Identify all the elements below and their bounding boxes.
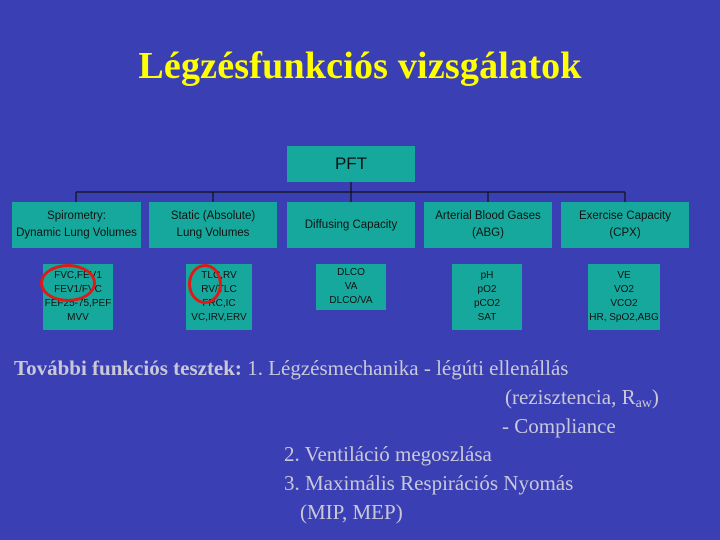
category-exercise-capacity (561, 202, 689, 248)
root-node-label: PFT (334, 154, 368, 173)
subitem: pO2 (477, 284, 497, 295)
category-label-line1: Exercise Capacity (578, 210, 672, 222)
category-diffusing-capacity (287, 202, 415, 248)
category-label-line2: Dynamic Lung Volumes (16, 227, 137, 239)
subitem: TLC,RV (201, 270, 237, 281)
resistance-close: ) (651, 385, 659, 409)
category-arterial-blood-gases (424, 202, 552, 248)
highlight-circle-fvc (40, 264, 96, 302)
category-static-lung-volumes (149, 202, 277, 248)
category-label-line2: (ABG) (472, 227, 504, 239)
subitem: DLCO (337, 267, 365, 278)
category-label-line2: Lung Volumes (176, 227, 250, 239)
more-tests-item3b: (MIP, MEP) (300, 500, 403, 524)
subitem: HR, SpO2,ABG (589, 312, 659, 323)
subitem: MVV (67, 312, 89, 323)
category-spirometry (12, 202, 141, 248)
subitem: FEF25-75,PEF (44, 298, 112, 309)
subitem: VO2 (613, 284, 634, 295)
category-label-line1: Arterial Blood Gases (435, 210, 541, 222)
subitems-diffusing-capacity (316, 264, 386, 310)
subitem: FRC,IC (202, 298, 236, 309)
subitem: pH (480, 270, 494, 281)
more-tests-line1 (14, 356, 568, 381)
subitem: FVC,FEV1 (54, 270, 102, 281)
raw-subscript: aw (635, 396, 652, 411)
more-tests-item1: 1. Légzésmechanika - légúti ellenállás (247, 356, 569, 380)
subitems-arterial-blood-gases (452, 264, 522, 330)
slide-title: Légzésfunkciós vizsgálatok (138, 45, 582, 87)
subitem: pCO2 (473, 298, 501, 309)
more-tests-item1c: - Compliance (502, 414, 616, 438)
category-label-line1: Diffusing Capacity (304, 218, 398, 231)
subitem: FEV1/FVC (54, 284, 102, 295)
subitem: DLCO/VA (329, 295, 373, 306)
subitem: VE (617, 270, 631, 281)
subitem: VA (344, 281, 358, 292)
highlight-circle-tlc (188, 264, 222, 304)
more-tests-item2: 2. Ventiláció megoszlása (284, 442, 492, 466)
more-tests-item3: 3. Maximális Respirációs Nyomás (284, 471, 574, 495)
category-label-line2: (CPX) (609, 227, 641, 239)
category-label-line1: Static (Absolute) (170, 210, 256, 222)
subitems-exercise-capacity (588, 264, 660, 330)
subitem: VC,IRV,ERV (191, 312, 247, 323)
subitem: RV/TLC (201, 284, 237, 295)
more-tests-label: További funkciós tesztek: (14, 356, 242, 380)
root-node-pft (287, 146, 415, 182)
category-label-line1: Spirometry: (47, 210, 106, 222)
subitem: SAT (477, 312, 497, 323)
resistance-label: (rezisztencia, R (505, 385, 636, 409)
more-tests-item1b (505, 385, 659, 412)
subitem: VCO2 (610, 298, 638, 309)
